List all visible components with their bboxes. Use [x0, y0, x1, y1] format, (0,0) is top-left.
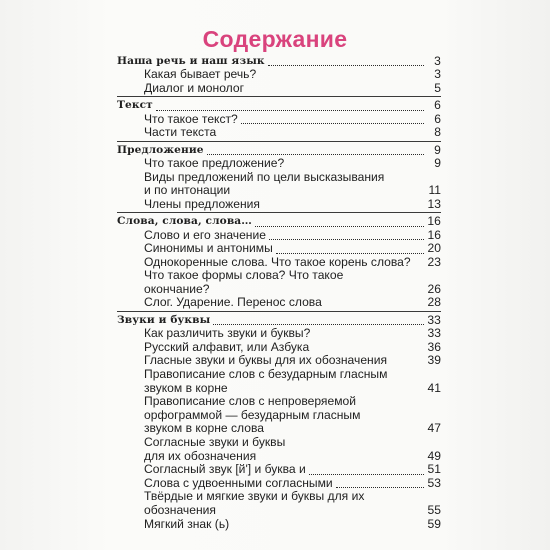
dot-leader: [309, 474, 424, 475]
toc-page-number: 16: [427, 227, 441, 242]
dot-leader: [207, 154, 424, 155]
toc-entry: [117, 296, 441, 310]
toc-entry-title: Что такое предложение?: [144, 155, 285, 170]
toc-entry-text-line: Виды предложений по цели высказывания: [144, 169, 385, 184]
toc-entry: [117, 327, 441, 341]
toc-entry: [117, 463, 441, 477]
toc-page-number: 9: [434, 142, 441, 157]
toc-section-entry: [117, 99, 441, 112]
toc-entry-title: Слог. Ударение. Перенос слова: [144, 295, 322, 310]
toc-page-number: 47: [427, 421, 441, 436]
toc-entry: [117, 126, 441, 140]
dot-leader: [276, 253, 424, 254]
toc-page-number: 11: [428, 183, 441, 198]
toc-entry-text-line: Согласные звуки и буквы: [144, 435, 286, 449]
toc-entry: [117, 256, 441, 270]
toc-entry: [117, 341, 441, 355]
toc-entry-title: для их обозначения: [144, 448, 257, 463]
toc-entry: [117, 229, 441, 243]
dot-leader: [241, 123, 424, 124]
toc-page-number: 59: [427, 516, 441, 531]
toc-entry: [117, 242, 441, 256]
toc-entry-text-line: орфограммой — безударным гласным: [144, 407, 361, 422]
toc-page-number: 39: [427, 353, 441, 368]
section-divider: [117, 311, 441, 312]
toc-page-number: 23: [427, 254, 441, 269]
toc-entry: [117, 113, 441, 127]
toc-entry-title: Какая бывает речь?: [144, 67, 257, 82]
toc-section-title: Текст: [117, 99, 153, 112]
toc-entry-title: Слова с удвоенными согласными: [144, 475, 333, 490]
toc-page-number: 28: [427, 295, 441, 310]
toc-page-number: 33: [427, 313, 441, 328]
toc-entry: [117, 368, 441, 395]
toc-page-number: 26: [427, 281, 441, 296]
toc-page-number: 6: [434, 98, 441, 113]
toc-section-entry: [117, 215, 441, 228]
toc-entry: [117, 490, 441, 517]
toc-entry-title: Члены предложения: [144, 196, 260, 211]
section-divider: [117, 96, 441, 97]
toc-entry-title: звуком в корне: [144, 380, 228, 395]
toc-entry: [117, 198, 441, 212]
section-divider: [117, 141, 441, 142]
toc-page-number: 33: [427, 326, 441, 341]
toc-section-title: Предложение: [117, 143, 204, 156]
section-divider: [117, 212, 441, 213]
toc-entry: [117, 395, 441, 436]
toc-entry: [117, 477, 441, 491]
table-of-contents: [117, 55, 441, 531]
toc-page-number: 49: [427, 448, 441, 463]
dot-leader: [213, 324, 424, 325]
dot-leader: [156, 110, 424, 111]
toc-entry-text-line: Правописание слов с безударным гласным: [144, 367, 388, 382]
toc-section-entry: [117, 144, 441, 157]
toc-entry-title: Синонимы и антонимы: [144, 241, 273, 256]
toc-entry: [117, 82, 441, 96]
toc-page-number: 5: [434, 80, 441, 95]
page-title: Содержание: [202, 26, 348, 52]
toc-page-number: 3: [434, 67, 441, 82]
toc-entry-title: Что такое текст?: [144, 111, 238, 126]
toc-entry-title: Гласные звуки и буквы для их обозначения: [144, 353, 388, 368]
toc-entry-text-line: Твёрдые и мягкие звуки и буквы для их: [144, 489, 365, 504]
toc-entry: [117, 518, 441, 532]
toc-entry: [117, 157, 441, 171]
toc-entry-title: звуком в корне слова: [144, 421, 264, 436]
toc-section-title: Слова, слова, слова…: [117, 215, 252, 228]
toc-entry-title: Однокоренные слова. Что такое корень слова?: [144, 254, 411, 269]
toc-section-title: Звуки и буквы: [117, 314, 211, 327]
toc-entry-title: и по интонации: [144, 183, 231, 198]
toc-page-number: 36: [427, 339, 441, 354]
toc-entry-title: Диалог и монолог: [144, 80, 244, 95]
toc-page-number: 53: [427, 475, 441, 490]
toc-entry-title: Мягкий знак (ь): [144, 516, 230, 531]
toc-page-number: 3: [434, 53, 441, 68]
toc-page-number: 20: [427, 241, 441, 256]
toc-entry: [117, 354, 441, 368]
toc-section-title: Наша речь и наш язык: [117, 54, 265, 67]
toc-entry-text-line: Что такое формы слова? Что такое: [144, 268, 344, 283]
dot-leader: [269, 239, 424, 240]
toc-page-number: 16: [427, 214, 441, 229]
toc-page-number: 9: [434, 155, 441, 170]
toc-entry-title: окончание?: [144, 281, 210, 296]
toc-entry: [117, 171, 441, 198]
dot-leader: [255, 226, 424, 227]
toc-entry-title: обозначения: [144, 502, 216, 517]
toc-entry-title: Как различить звуки и буквы?: [144, 326, 311, 341]
toc-page-number: 6: [434, 111, 441, 126]
toc-entry-text-line: Правописание слов с непроверяемой: [144, 394, 356, 409]
toc-entry: [117, 269, 441, 296]
toc-page-number: 51: [427, 462, 441, 477]
toc-entry-title: Части текста: [144, 125, 217, 140]
toc-page-number: 8: [434, 125, 441, 140]
toc-entry-title: Согласный звук [й'] и буква и: [144, 462, 306, 477]
toc-entry-title: Русский алфавит, или Азбука: [144, 339, 310, 354]
dot-leader: [268, 65, 424, 66]
toc-entry-title: Слово и его значение: [144, 227, 266, 242]
toc-page-number: 55: [427, 502, 441, 517]
toc-entry: [117, 436, 441, 463]
toc-page-number: 41: [427, 380, 441, 395]
toc-page-number: 13: [427, 196, 441, 211]
toc-entry: [117, 68, 441, 82]
dot-leader: [336, 487, 424, 488]
